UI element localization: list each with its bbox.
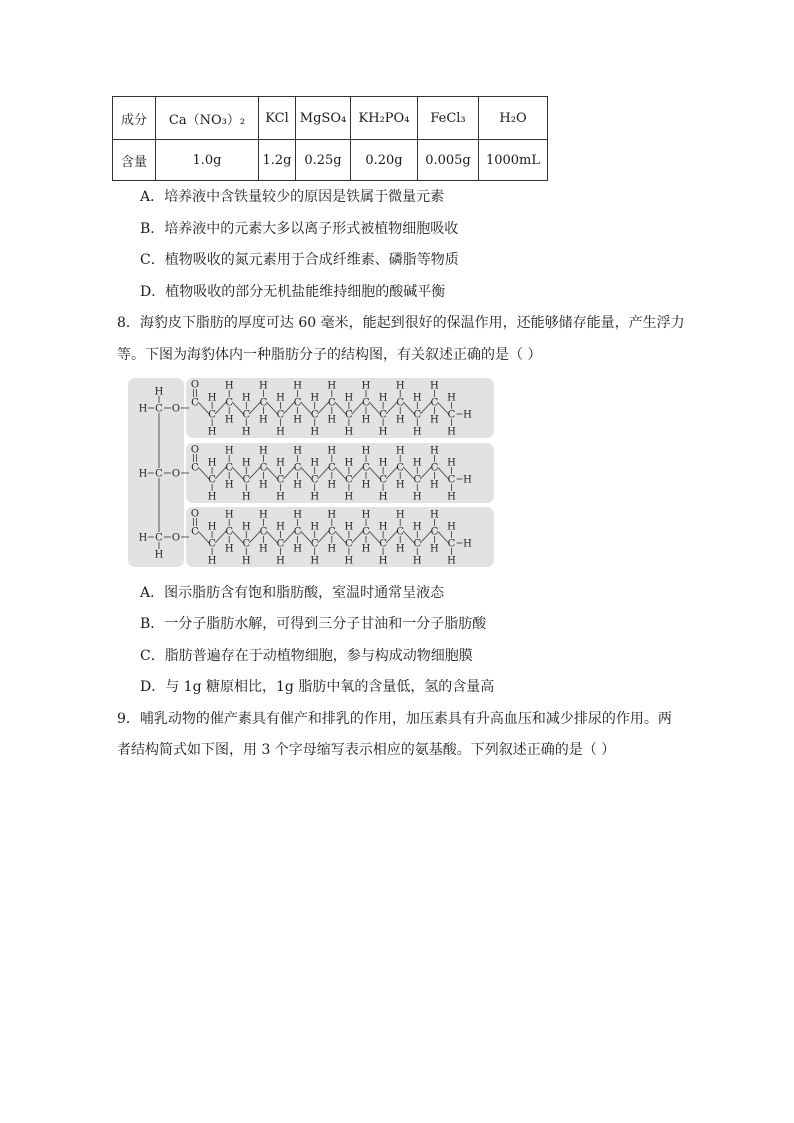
hydrogen-atom: H — [276, 521, 285, 533]
hydrogen-atom: H — [241, 392, 251, 404]
nutrient-table — [112, 96, 548, 181]
carbon-atom: C — [396, 526, 405, 538]
hydrogen-atom: H — [378, 392, 388, 404]
carbon-atom: C — [430, 462, 439, 474]
hydrogen-atom: H — [361, 509, 371, 521]
table-cell: Ca（NO₃）₂ — [156, 97, 259, 140]
hydrogen-atom: H — [207, 555, 217, 567]
hydrogen-atom: H — [430, 414, 439, 426]
hydrogen-atom: H — [276, 392, 285, 404]
hydrogen-atom: H — [344, 457, 354, 469]
hydrogen-atom: H — [310, 491, 320, 503]
hydrogen-atom: H — [224, 414, 234, 426]
hydrogen-atom: H — [412, 491, 422, 503]
table-cell: FeCl₃ — [418, 97, 479, 140]
table-cell: H₂O — [479, 97, 548, 140]
hydrogen-atom: H — [310, 555, 320, 567]
carbon-atom: C — [259, 526, 268, 538]
table-cell: 1000mL — [479, 140, 548, 181]
q8-stem-line2: 等。下图为海豹体内一种脂肪分子的结构图，有关叙述正确的是（ ） — [117, 347, 542, 363]
carbon-atom: C — [259, 462, 268, 474]
carbon-atom: C — [362, 397, 370, 409]
carbon-atom: C — [396, 397, 405, 409]
hydrogen-atom: H — [430, 380, 439, 392]
q7-option-d: D．植物吸收的部分无机盐能维持细胞的酸碱平衡 — [140, 284, 446, 300]
carbon-atom: C — [259, 397, 268, 409]
carbon-atom: C — [310, 409, 319, 421]
hydrogen-atom: H — [463, 409, 472, 421]
carbon-atom: C — [242, 409, 251, 421]
carbon-atom: C — [430, 397, 439, 409]
carbon-atom: C — [208, 538, 216, 550]
carbon-atom: C — [362, 462, 370, 474]
table-cell: KH₂PO₄ — [351, 97, 418, 140]
fat-structure-diagram — [128, 378, 495, 567]
hydrogen-atom: H — [241, 426, 251, 438]
hydrogen-atom: H — [207, 392, 217, 404]
table-row — [113, 140, 548, 181]
carbon-atom: C — [191, 462, 199, 474]
hydrogen-atom: H — [327, 479, 337, 491]
hydrogen-atom: H — [310, 426, 320, 438]
carbon-atom: C — [310, 538, 319, 550]
hydrogen-atom: H — [327, 445, 337, 457]
carbon-atom: C — [379, 538, 387, 550]
hydrogen-atom: H — [447, 555, 456, 567]
q8-option-d: D．与 1g 糖原相比，1g 脂肪中氧的含量低，氢的含量高 — [140, 679, 495, 695]
table-cell: 成分 — [113, 97, 156, 140]
hydrogen-atom: H — [361, 445, 371, 457]
hydrogen-atom: H — [395, 509, 405, 521]
hydrogen-atom: H — [241, 555, 251, 567]
hydrogen-atom: H — [344, 426, 354, 438]
carbon-atom: C — [276, 409, 285, 421]
hydrogen-atom: H — [327, 509, 337, 521]
hydrogen-atom: H — [430, 479, 439, 491]
hydrogen-atom: H — [241, 491, 251, 503]
table-cell: KCl — [259, 97, 296, 140]
hydrogen-atom: H — [430, 445, 439, 457]
hydrogen-atom: H — [361, 479, 371, 491]
hydrogen-atom: H — [241, 457, 251, 469]
carbon-atom: C — [155, 403, 163, 415]
q8-option-b: B．一分子脂肪水解，可得到三分子甘油和一分子脂肪酸 — [140, 616, 487, 632]
hydrogen-atom: H — [259, 380, 268, 392]
hydrogen-atom: H — [293, 543, 302, 555]
hydrogen-atom: H — [463, 474, 472, 486]
hydrogen-atom: H — [293, 509, 302, 521]
hydrogen-atom: H — [395, 380, 405, 392]
carbon-atom: C — [276, 538, 285, 550]
hydrogen-atom: H — [259, 509, 268, 521]
hydrogen-atom: H — [207, 426, 217, 438]
carbon-atom: C — [225, 462, 234, 474]
table-cell: 含量 — [113, 140, 156, 181]
hydrogen-atom: H — [378, 457, 388, 469]
table-cell: 0.20g — [351, 140, 418, 181]
carbon-atom: C — [379, 474, 387, 486]
carbon-atom: C — [155, 532, 163, 544]
hydrogen-atom: H — [293, 414, 302, 426]
hydrogen-atom: H — [138, 532, 148, 544]
hydrogen-atom: H — [327, 543, 337, 555]
q7-option-c: C．植物吸收的氮元素用于合成纤维素、磷脂等物质 — [140, 252, 459, 268]
carbon-atom: C — [345, 474, 353, 486]
table-cell: 1.2g — [259, 140, 296, 181]
carbon-atom: C — [242, 474, 251, 486]
hydrogen-atom: H — [378, 521, 388, 533]
hydrogen-atom: H — [361, 414, 371, 426]
hydrogen-atom: H — [276, 426, 285, 438]
carbon-atom: C — [310, 474, 319, 486]
hydrogen-atom: H — [344, 555, 354, 567]
hydrogen-atom: H — [259, 479, 268, 491]
hydrogen-atom: H — [430, 509, 439, 521]
q7-option-a: A．培养液中含铁量较少的原因是铁属于微量元素 — [140, 189, 445, 205]
hydrogen-atom: H — [224, 509, 234, 521]
carbon-atom: C — [191, 397, 199, 409]
carbon-atom: C — [225, 526, 234, 538]
hydrogen-atom: H — [395, 543, 405, 555]
carbon-atom: C — [208, 474, 216, 486]
hydrogen-atom: H — [224, 479, 234, 491]
hydrogen-atom: H — [138, 403, 148, 415]
hydrogen-atom: H — [447, 392, 456, 404]
hydrogen-atom: H — [378, 491, 388, 503]
carbon-atom: C — [225, 397, 234, 409]
hydrogen-atom: H — [293, 479, 302, 491]
oxygen-atom: O — [171, 403, 181, 415]
hydrogen-atom: H — [276, 555, 285, 567]
carbon-atom: C — [362, 526, 370, 538]
hydrogen-atom: H — [259, 445, 268, 457]
hydrogen-atom: H — [361, 543, 371, 555]
hydrogen-atom: H — [224, 445, 234, 457]
carbon-atom: C — [191, 526, 199, 538]
hydrogen-atom: H — [293, 380, 302, 392]
carbon-atom: C — [413, 409, 422, 421]
carbon-atom: C — [447, 409, 456, 421]
q9-stem-line1: 9．哺乳动物的催产素具有催产和排乳的作用，加压素具有升高血压和减少排尿的作用。两 — [117, 711, 672, 727]
hydrogen-atom: H — [207, 491, 217, 503]
carbon-atom: C — [345, 538, 353, 550]
carbon-atom: C — [327, 526, 336, 538]
carbon-atom: C — [413, 538, 422, 550]
hydrogen-atom: H — [395, 479, 405, 491]
hydrogen-atom: H — [344, 491, 354, 503]
hydrogen-atom: H — [327, 414, 337, 426]
fat-molecule-figure — [128, 378, 495, 567]
table-header-row — [113, 97, 548, 140]
q8-option-a: A．图示脂肪含有饱和脂肪酸，室温时通常呈液态 — [140, 585, 445, 601]
carbon-atom: C — [447, 474, 456, 486]
carbon-atom: C — [447, 538, 456, 550]
table-cell: 0.25g — [296, 140, 351, 181]
carbon-atom: C — [293, 397, 302, 409]
carbon-atom: C — [293, 526, 302, 538]
hydrogen-atom: H — [412, 392, 422, 404]
hydrogen-atom: H — [259, 543, 268, 555]
oxygen-atom: O — [190, 379, 200, 391]
hydrogen-atom: H — [430, 543, 439, 555]
carbon-atom: C — [327, 462, 336, 474]
hydrogen-atom: H — [207, 457, 217, 469]
oxygen-atom: O — [171, 468, 181, 480]
hydrogen-atom: H — [447, 457, 456, 469]
carbon-atom: C — [379, 409, 387, 421]
hydrogen-atom: H — [395, 414, 405, 426]
hydrogen-atom: H — [138, 468, 148, 480]
hydrogen-atom: H — [412, 457, 422, 469]
hydrogen-atom: H — [447, 491, 456, 503]
q7-option-b: B．培养液中的元素大多以离子形式被植物细胞吸收 — [140, 221, 459, 237]
hydrogen-atom: H — [154, 386, 164, 398]
carbon-atom: C — [345, 409, 353, 421]
hydrogen-atom: H — [259, 414, 268, 426]
hydrogen-atom: H — [395, 445, 405, 457]
hydrogen-atom: H — [447, 426, 456, 438]
hydrogen-atom: H — [361, 380, 371, 392]
hydrogen-atom: H — [412, 555, 422, 567]
hydrogen-atom: H — [344, 521, 354, 533]
carbon-atom: C — [327, 397, 336, 409]
hydrogen-atom: H — [207, 521, 217, 533]
oxygen-atom: O — [190, 444, 200, 456]
carbon-atom: C — [413, 474, 422, 486]
carbon-atom: C — [396, 462, 405, 474]
carbon-atom: C — [242, 538, 251, 550]
q9-stem-line2: 者结构简式如下图，用 3 个字母缩写表示相应的氨基酸。下列叙述正确的是（ ） — [117, 742, 616, 758]
hydrogen-atom: H — [327, 380, 337, 392]
hydrogen-atom: H — [276, 457, 285, 469]
hydrogen-atom: H — [378, 555, 388, 567]
hydrogen-atom: H — [412, 426, 422, 438]
carbon-atom: C — [293, 462, 302, 474]
hydrogen-atom: H — [276, 491, 285, 503]
hydrogen-atom: H — [224, 543, 234, 555]
hydrogen-atom: H — [154, 549, 164, 561]
hydrogen-atom: H — [344, 392, 354, 404]
table-cell: 1.0g — [156, 140, 259, 181]
carbon-atom: C — [430, 526, 439, 538]
q8-stem-line1: 8．海豹皮下脂肪的厚度可达 60 毫米，能起到很好的保温作用，还能够储存能量，产生浮力 — [117, 315, 685, 331]
hydrogen-atom: H — [224, 380, 234, 392]
oxygen-atom: O — [171, 532, 181, 544]
hydrogen-atom: H — [310, 457, 320, 469]
table-cell: 0.005g — [418, 140, 479, 181]
hydrogen-atom: H — [378, 426, 388, 438]
hydrogen-atom: H — [241, 521, 251, 533]
hydrogen-atom: H — [310, 521, 320, 533]
hydrogen-atom: H — [310, 392, 320, 404]
q8-option-c: C．脂肪普遍存在于动植物细胞，参与构成动物细胞膜 — [140, 648, 473, 664]
oxygen-atom: O — [190, 508, 200, 520]
carbon-atom: C — [208, 409, 216, 421]
carbon-atom: C — [276, 474, 285, 486]
table-cell: MgSO₄ — [296, 97, 351, 140]
hydrogen-atom: H — [293, 445, 302, 457]
hydrogen-atom: H — [447, 521, 456, 533]
hydrogen-atom: H — [412, 521, 422, 533]
carbon-atom: C — [155, 468, 163, 480]
hydrogen-atom: H — [463, 538, 472, 550]
